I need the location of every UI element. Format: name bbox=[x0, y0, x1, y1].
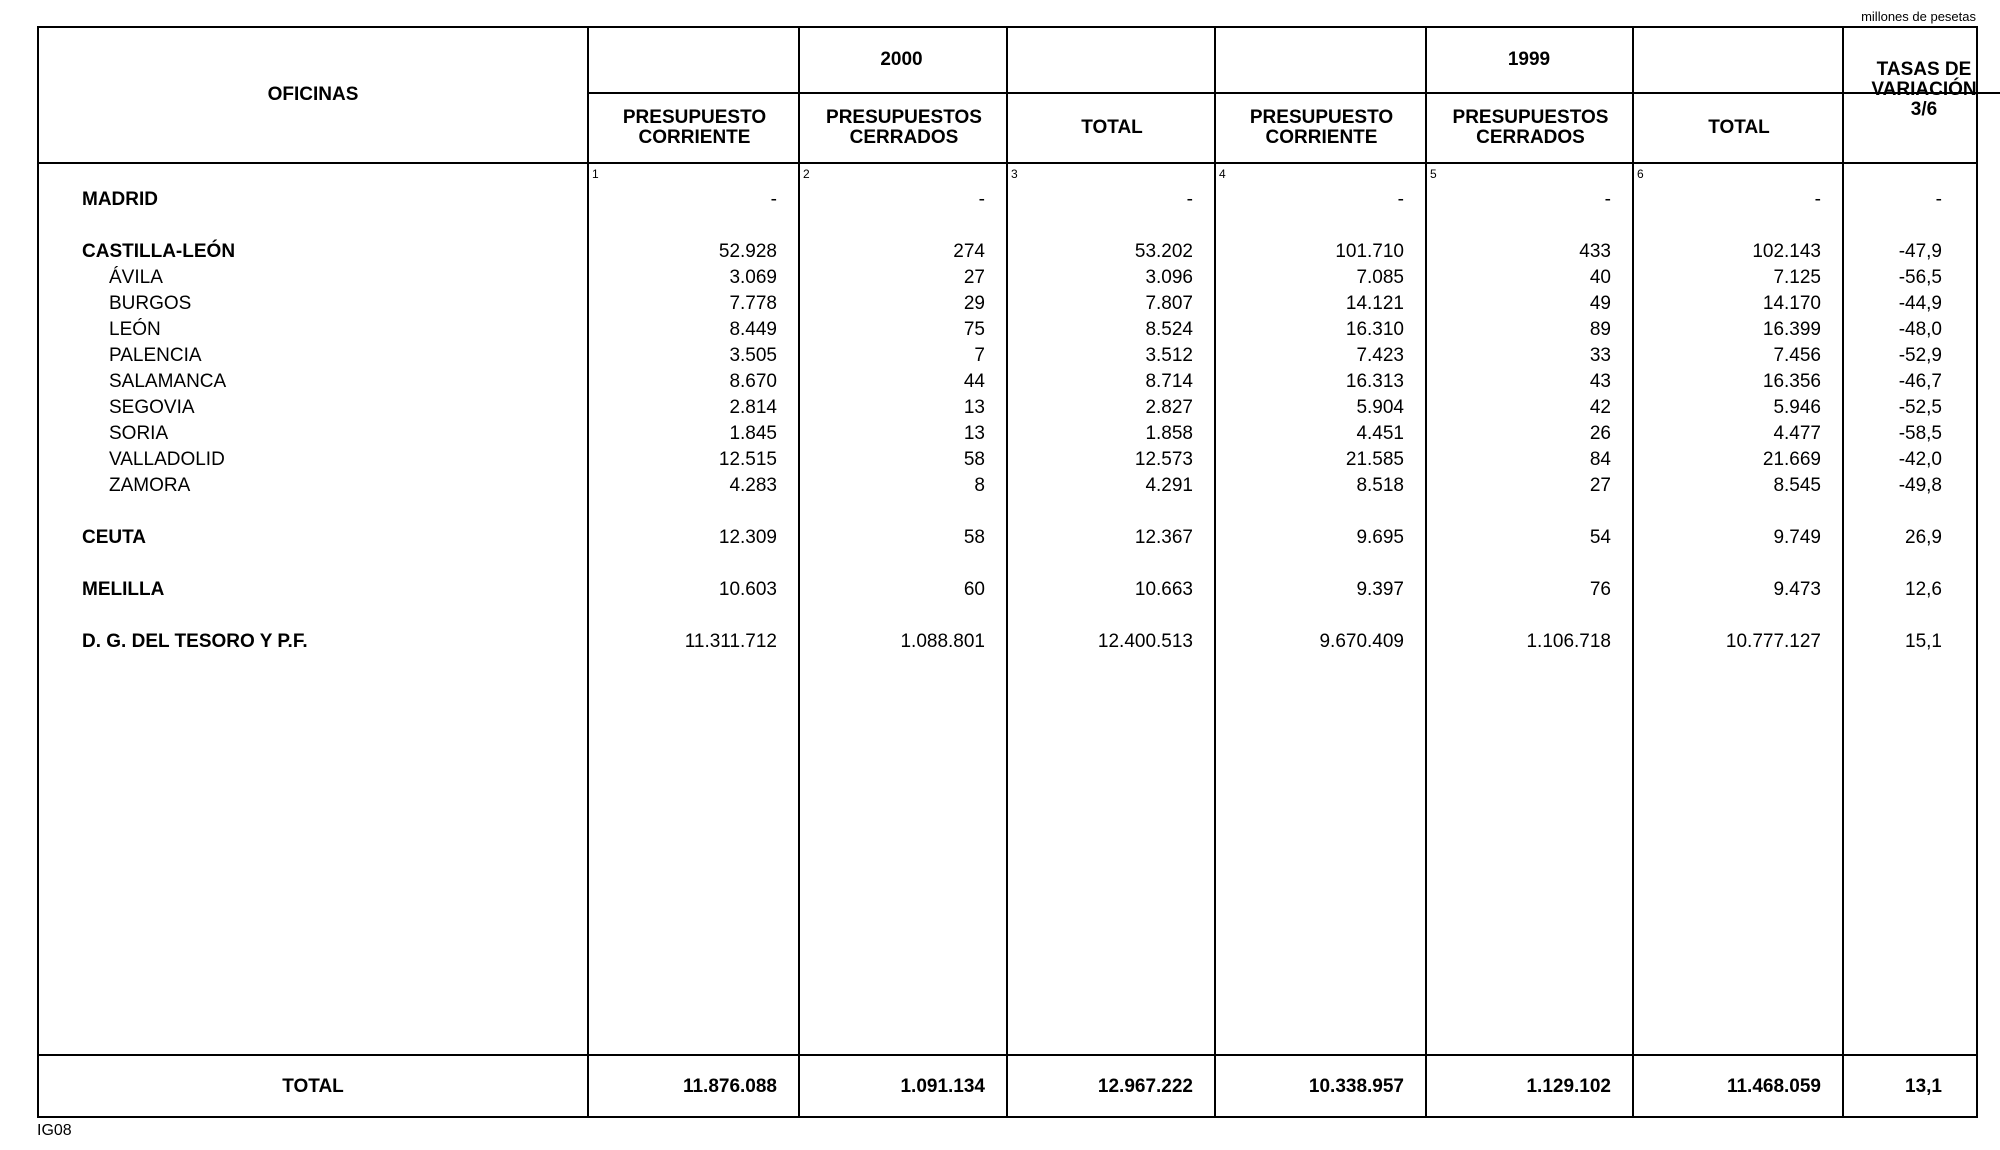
row-label: VALLADOLID bbox=[109, 449, 225, 470]
total-row bbox=[39, 1062, 1976, 1112]
table-cell: 49 bbox=[1589, 293, 1611, 314]
total-cell: 11.468.059 bbox=[1726, 1076, 1821, 1097]
table-cell: -49,8 bbox=[1898, 475, 1942, 496]
header-tasas: TASAS DE VARIACIÓN 3/6 bbox=[1871, 59, 1977, 120]
table-cell: 8.449 bbox=[729, 319, 777, 340]
table-cell: 4.283 bbox=[729, 475, 777, 496]
table-cell: 11.311.712 bbox=[684, 631, 777, 652]
table-cell: 14.170 bbox=[1762, 293, 1821, 314]
table-cell: 8.524 bbox=[1145, 319, 1193, 340]
table-cell: 12.400.513 bbox=[1097, 631, 1193, 652]
table-cell: 5.946 bbox=[1773, 397, 1821, 418]
table-cell: 12,6 bbox=[1905, 579, 1942, 600]
table-cell: 9.670.409 bbox=[1319, 631, 1404, 652]
table-cell: 2.814 bbox=[729, 397, 777, 418]
table-row bbox=[39, 577, 1976, 603]
table-cell: -44,9 bbox=[1898, 293, 1942, 314]
table-cell: 54 bbox=[1589, 527, 1611, 548]
table-cell: 8 bbox=[974, 475, 985, 496]
table-cell: 43 bbox=[1589, 371, 1611, 392]
table-cell: 9.749 bbox=[1773, 527, 1821, 548]
table-cell: 1.845 bbox=[729, 423, 777, 444]
row-label: MADRID bbox=[82, 189, 158, 210]
total-cell: 1.129.102 bbox=[1526, 1076, 1611, 1097]
table-cell: 14.121 bbox=[1345, 293, 1404, 314]
row-label: BURGOS bbox=[109, 293, 192, 314]
column-number-3: 3 bbox=[1011, 167, 1018, 181]
table-cell: -58,5 bbox=[1898, 423, 1942, 444]
table-cell: 21.669 bbox=[1762, 449, 1821, 470]
table-row bbox=[39, 187, 1976, 213]
row-label: MELILLA bbox=[82, 579, 165, 600]
row-label: CASTILLA-LEÓN bbox=[82, 241, 236, 262]
table-cell: 3.505 bbox=[729, 345, 777, 366]
table-cell: 7.778 bbox=[729, 293, 777, 314]
table-cell: 8.518 bbox=[1356, 475, 1404, 496]
row-label: D. G. DEL TESORO Y P.F. bbox=[82, 631, 308, 652]
table-cell: 7.085 bbox=[1356, 267, 1404, 288]
header-oficinas: OFICINAS bbox=[267, 84, 359, 105]
table-cell: 8.670 bbox=[729, 371, 777, 392]
table-cell: 16.313 bbox=[1345, 371, 1404, 392]
table-row bbox=[39, 317, 1976, 343]
table-cell: -42,0 bbox=[1898, 449, 1942, 470]
table-cell: 89 bbox=[1589, 319, 1611, 340]
table-row bbox=[39, 525, 1976, 551]
table-cell: 16.310 bbox=[1345, 319, 1404, 340]
table-cell: 12.515 bbox=[718, 449, 777, 470]
column-header-4: PRESUPUESTO CORRIENTE bbox=[1249, 107, 1394, 148]
table-cell: 7 bbox=[974, 345, 985, 366]
table-cell: 9.473 bbox=[1773, 579, 1821, 600]
table-cell: 16.356 bbox=[1762, 371, 1821, 392]
table-cell: 1.088.801 bbox=[900, 631, 985, 652]
table-cell: 40 bbox=[1589, 267, 1611, 288]
table-cell: - bbox=[1814, 189, 1821, 210]
column-number-5: 5 bbox=[1430, 167, 1437, 181]
table-cell: -46,7 bbox=[1898, 371, 1942, 392]
table-cell: - bbox=[1935, 189, 1942, 210]
table-row bbox=[39, 291, 1976, 317]
row-label: SORIA bbox=[109, 423, 169, 444]
table-cell: - bbox=[770, 189, 777, 210]
header-year-2000: 2000 bbox=[880, 49, 923, 70]
column-header-5: PRESUPUESTOS CERRADOS bbox=[1452, 107, 1609, 148]
table-cell: 3.096 bbox=[1145, 267, 1193, 288]
table-cell: 2.827 bbox=[1145, 397, 1193, 418]
row-label: PALENCIA bbox=[109, 345, 202, 366]
table-cell: 12.309 bbox=[718, 527, 777, 548]
table-cell: 5.904 bbox=[1356, 397, 1404, 418]
row-label: ZAMORA bbox=[109, 475, 191, 496]
table-cell: 1.858 bbox=[1145, 423, 1193, 444]
table-cell: 9.695 bbox=[1356, 527, 1404, 548]
table-cell: 58 bbox=[963, 527, 985, 548]
total-cell: 1.091.134 bbox=[900, 1076, 985, 1097]
table-cell: 9.397 bbox=[1356, 579, 1404, 600]
table-cell: 42 bbox=[1589, 397, 1611, 418]
table-cell: 26 bbox=[1589, 423, 1611, 444]
table-cell: 16.399 bbox=[1762, 319, 1821, 340]
table-cell: 4.291 bbox=[1145, 475, 1193, 496]
table-cell: - bbox=[1397, 189, 1404, 210]
table-cell: 21.585 bbox=[1345, 449, 1404, 470]
table-cell: 12.367 bbox=[1134, 527, 1193, 548]
table-cell: 101.710 bbox=[1335, 241, 1404, 262]
column-header-3: TOTAL bbox=[1081, 117, 1143, 138]
table-row bbox=[39, 629, 1976, 655]
table-cell: 8.545 bbox=[1773, 475, 1821, 496]
table-row bbox=[39, 369, 1976, 395]
column-header-2: PRESUPUESTOS CERRADOS bbox=[826, 107, 982, 148]
table-cell: -47,9 bbox=[1898, 241, 1942, 262]
table-cell: 60 bbox=[963, 579, 985, 600]
column-header-1: PRESUPUESTO CORRIENTE bbox=[622, 107, 767, 148]
column-number-1: 1 bbox=[592, 167, 599, 181]
table-cell: 76 bbox=[1589, 579, 1611, 600]
table-cell: 7.125 bbox=[1773, 267, 1821, 288]
table-cell: 52.928 bbox=[718, 241, 777, 262]
column-number-6: 6 bbox=[1637, 167, 1644, 181]
table-cell: 12.573 bbox=[1134, 449, 1193, 470]
row-label: LEÓN bbox=[109, 319, 161, 340]
table-row bbox=[39, 421, 1976, 447]
table-cell: 4.477 bbox=[1773, 423, 1821, 444]
table-cell: 8.714 bbox=[1145, 371, 1193, 392]
total-label: TOTAL bbox=[282, 1076, 344, 1097]
row-label: CEUTA bbox=[82, 527, 147, 548]
table-row bbox=[39, 473, 1976, 499]
row-label: SALAMANCA bbox=[109, 371, 227, 392]
column-number-4: 4 bbox=[1219, 167, 1226, 181]
table-cell: 27 bbox=[963, 267, 985, 288]
table-row bbox=[39, 447, 1976, 473]
table-cell: 4.451 bbox=[1356, 423, 1404, 444]
row-label: SEGOVIA bbox=[109, 397, 195, 418]
table-cell: 44 bbox=[963, 371, 985, 392]
table-cell: 53.202 bbox=[1134, 241, 1193, 262]
row-label: ÁVILA bbox=[109, 267, 163, 288]
table-row bbox=[39, 343, 1976, 369]
table-cell: 27 bbox=[1589, 475, 1611, 496]
table-cell: 84 bbox=[1589, 449, 1611, 470]
total-cell: 13,1 bbox=[1905, 1076, 1942, 1097]
table-cell: 433 bbox=[1579, 241, 1611, 262]
header-year-1999: 1999 bbox=[1507, 49, 1551, 70]
table-row bbox=[39, 395, 1976, 421]
table-cell: - bbox=[1186, 189, 1193, 210]
table-cell: 58 bbox=[963, 449, 985, 470]
table-cell: -52,5 bbox=[1898, 397, 1942, 418]
table-cell: - bbox=[978, 189, 985, 210]
table-cell: 7.456 bbox=[1773, 345, 1821, 366]
units-label: millones de pesetas bbox=[1861, 9, 1976, 24]
footnote: IG08 bbox=[37, 1122, 72, 1139]
table-cell: 13 bbox=[963, 423, 985, 444]
table-cell: - bbox=[1604, 189, 1611, 210]
table-cell: 3.069 bbox=[729, 267, 777, 288]
total-cell: 12.967.222 bbox=[1097, 1076, 1193, 1097]
column-number-2: 2 bbox=[803, 167, 810, 181]
table-cell: 7.807 bbox=[1145, 293, 1193, 314]
table-cell: 3.512 bbox=[1145, 345, 1193, 366]
table-row bbox=[39, 265, 1976, 291]
table-cell: 33 bbox=[1589, 345, 1611, 366]
table-cell: 26,9 bbox=[1905, 527, 1942, 548]
total-cell: 10.338.957 bbox=[1308, 1076, 1404, 1097]
total-cell: 11.876.088 bbox=[682, 1076, 777, 1097]
table-cell: 15,1 bbox=[1905, 631, 1942, 652]
column-header-6: TOTAL bbox=[1708, 117, 1770, 138]
table-cell: -52,9 bbox=[1898, 345, 1942, 366]
table-cell: -48,0 bbox=[1898, 319, 1942, 340]
table-cell: 102.143 bbox=[1752, 241, 1821, 262]
budget-table bbox=[37, 26, 1978, 1118]
table-cell: 10.663 bbox=[1134, 579, 1193, 600]
table-cell: -56,5 bbox=[1898, 267, 1942, 288]
table-cell: 13 bbox=[963, 397, 985, 418]
table-cell: 7.423 bbox=[1356, 345, 1404, 366]
table-cell: 10.603 bbox=[718, 579, 777, 600]
table-cell: 75 bbox=[963, 319, 985, 340]
table-cell: 274 bbox=[953, 241, 985, 262]
table-row bbox=[39, 239, 1976, 265]
table-cell: 1.106.718 bbox=[1526, 631, 1611, 652]
table-cell: 10.777.127 bbox=[1725, 631, 1821, 652]
table-cell: 29 bbox=[963, 293, 985, 314]
